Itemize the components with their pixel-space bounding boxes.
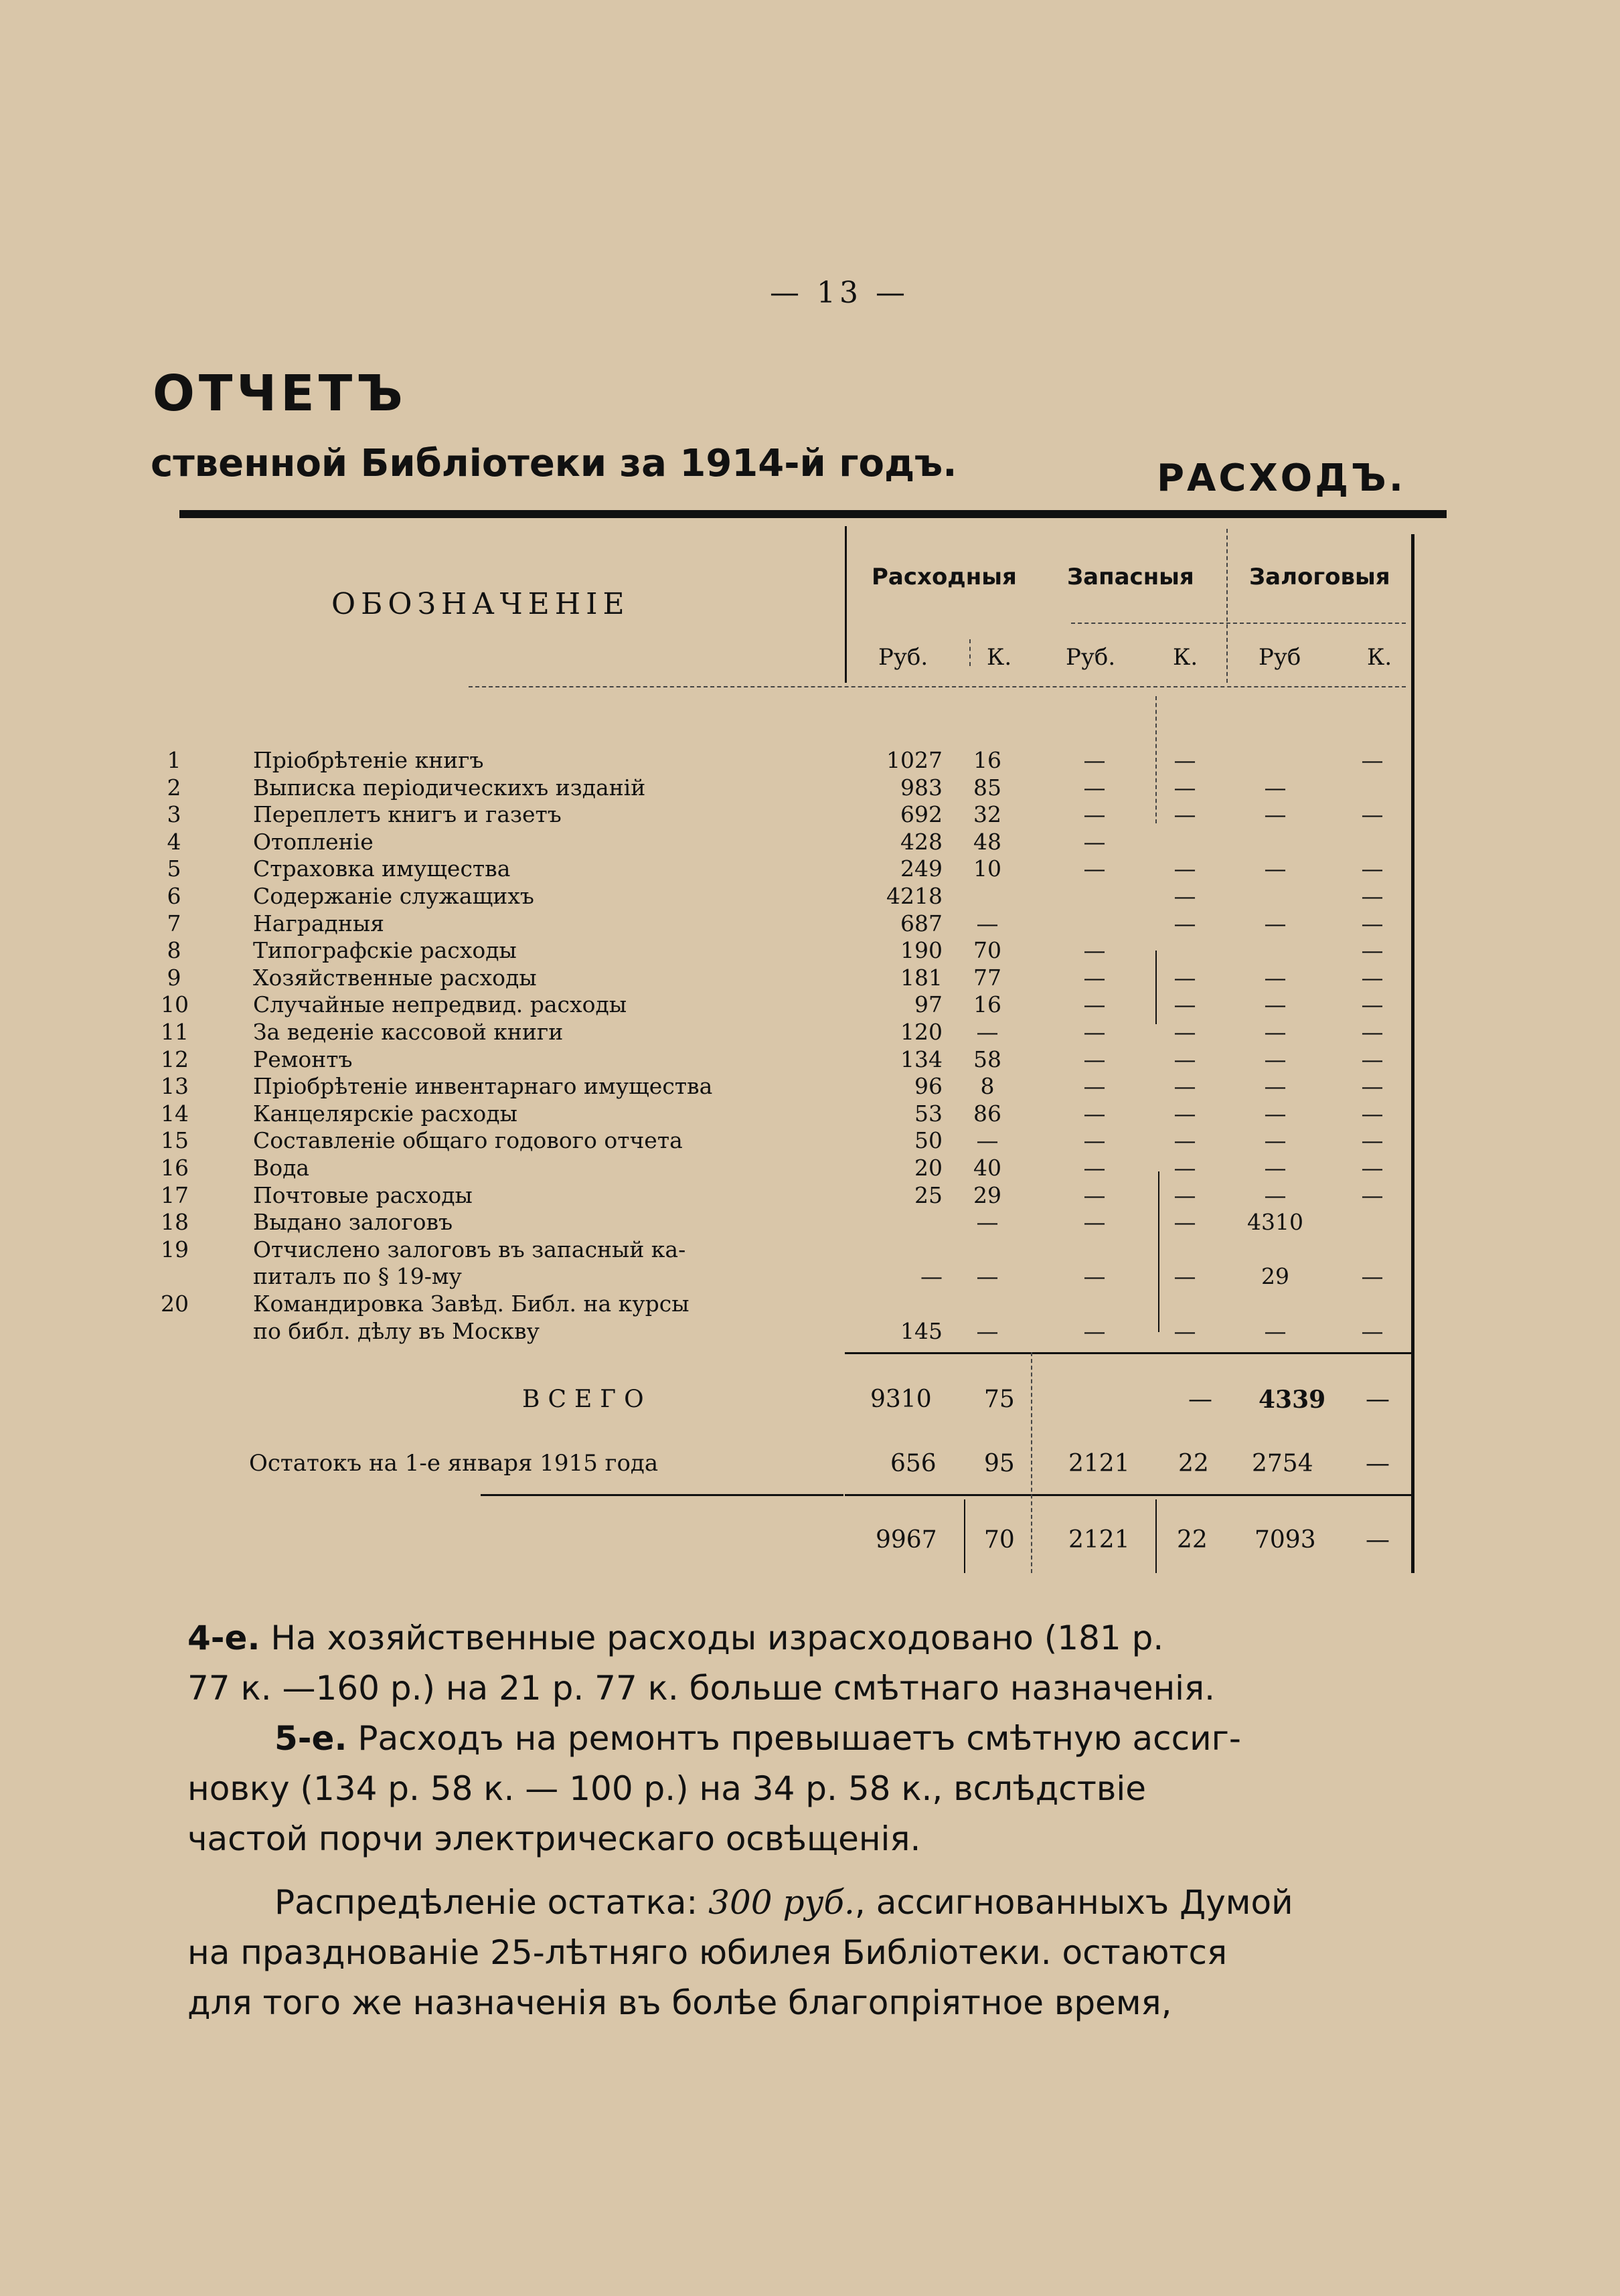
row-label: Канцелярскіе расходы: [253, 1101, 517, 1127]
row-number: 1: [167, 747, 181, 773]
row-label: Наградныя: [253, 911, 384, 936]
reserve-rubles: —: [1083, 747, 1106, 773]
deposit-kopecks: —: [1361, 1100, 1384, 1127]
reserve-rubles: —: [1083, 801, 1106, 827]
paragraph-5-line-3: частой порчи электрическаго освѣщенія.: [187, 1819, 921, 1858]
row-label: Командировка Завѣд. Библ. на курсы: [253, 1291, 690, 1317]
table-row: [0, 802, 1620, 827]
reserve-kopecks: —: [1173, 1127, 1196, 1153]
paragraph-4: [187, 1613, 1412, 1714]
reserve-kopecks: —: [1173, 1073, 1196, 1099]
deposit-kopecks: —: [1361, 883, 1384, 909]
paragraph-6-line-1a: Распредѣленіе остатка:: [274, 1883, 709, 1922]
row-number: 12: [161, 1046, 189, 1072]
deposit-rubles: —: [1264, 1155, 1287, 1181]
expense-kopecks: 40: [973, 1155, 1001, 1181]
remainder-rub-1: 656: [890, 1450, 937, 1477]
row-number: 11: [161, 1019, 189, 1045]
reserve-kopecks: —: [1173, 1046, 1196, 1072]
deposit-kopecks: —: [1361, 855, 1384, 882]
table-row: [0, 775, 1620, 801]
remainder-rub-2: 2121: [1068, 1450, 1130, 1477]
reserve-kopecks: —: [1173, 747, 1196, 773]
sub-header-rub-2: Руб.: [1066, 644, 1116, 671]
table-row: [0, 938, 1620, 963]
deposit-kopecks: —: [1361, 910, 1384, 936]
expense-kopecks: 10: [973, 855, 1001, 882]
row-label: Отчислено залоговъ въ запасный ка-: [253, 1237, 686, 1262]
deposit-rubles: —: [1264, 801, 1287, 827]
paragraph-6-amount: 300 руб.: [708, 1883, 855, 1922]
row-number: 17: [161, 1182, 189, 1208]
expense-kopecks: 29: [973, 1182, 1001, 1208]
deposit-kopecks: —: [1361, 1127, 1384, 1153]
expense-rubles: 96: [914, 1073, 943, 1099]
expense-kopecks: 32: [973, 801, 1001, 827]
row-number: 4: [167, 829, 181, 855]
table-row: [0, 1264, 1620, 1289]
expense-rubles: 181: [900, 965, 943, 991]
reserve-rubles: —: [1083, 1263, 1106, 1289]
deposit-rubles: 29: [1261, 1263, 1289, 1289]
table-row: [0, 1128, 1620, 1153]
expense-rubles: 428: [900, 829, 943, 855]
page-number: — 13 —: [770, 276, 909, 310]
row-label: Выписка періодическихъ изданій: [253, 775, 646, 801]
row-number: 16: [161, 1155, 189, 1181]
expense-kopecks: 16: [973, 991, 1001, 1017]
row-number: 18: [161, 1209, 189, 1235]
deposit-kopecks: —: [1361, 1019, 1384, 1045]
deposit-rubles: —: [1264, 1182, 1287, 1208]
grand-total-kop-3: —: [1366, 1526, 1390, 1554]
expense-kopecks: 16: [973, 747, 1001, 773]
deposit-rubles: —: [1264, 1100, 1287, 1127]
row-number: 15: [161, 1127, 189, 1153]
total-kop-2: —: [1188, 1386, 1212, 1413]
expense-rubles: 120: [900, 1019, 943, 1045]
expense-kopecks: —: [976, 1263, 999, 1289]
total-label: ВСЕГО: [522, 1386, 652, 1413]
row-label: Вода: [253, 1155, 310, 1181]
row-number: 9: [167, 965, 181, 991]
deposit-rubles: —: [1264, 1127, 1287, 1153]
reserve-rubles: —: [1083, 1155, 1106, 1181]
expense-rubles: 983: [900, 774, 943, 801]
table-row: [0, 1155, 1620, 1181]
row-number: 3: [167, 801, 181, 827]
deposit-kopecks: —: [1361, 1263, 1384, 1289]
reserve-rubles: —: [1083, 991, 1106, 1017]
row-label: Пріобрѣтеніе инвентарнаго имущества: [253, 1074, 713, 1099]
expense-rubles: 20: [914, 1155, 943, 1181]
expense-kopecks: —: [976, 1019, 999, 1045]
expense-kopecks: 86: [973, 1100, 1001, 1127]
grand-total-kop-1: 70: [984, 1526, 1015, 1554]
total-kop-1: 75: [984, 1386, 1015, 1413]
report-title: ОТЧЕТЪ: [153, 365, 407, 422]
expense-rubles: 25: [914, 1182, 943, 1208]
sub-header-kop-2: К.: [1173, 644, 1198, 671]
paragraph-6-line-3: для того же назначенія въ болѣе благопріятное время,: [187, 1983, 1172, 2022]
row-label: Почтовые расходы: [253, 1183, 473, 1208]
expense-kopecks: 58: [973, 1046, 1001, 1072]
reserve-kopecks: —: [1173, 1182, 1196, 1208]
paragraph-4-line-1: На хозяйственные расходы израсходовано (181 р.: [270, 1619, 1164, 1657]
group-header-reserve: Запасныя: [1067, 564, 1194, 590]
deposit-kopecks: —: [1361, 747, 1384, 773]
table-row: [0, 1319, 1620, 1344]
remainder-kop-3: —: [1366, 1450, 1390, 1477]
expense-rubles: 1027: [886, 747, 943, 773]
reserve-rubles: —: [1083, 1209, 1106, 1235]
grand-total-rub-2: 2121: [1068, 1526, 1130, 1554]
reserve-kopecks: —: [1173, 965, 1196, 991]
expense-rubles: 145: [900, 1318, 943, 1344]
table-row: [0, 1074, 1620, 1099]
deposit-rubles: —: [1264, 910, 1287, 936]
reserve-rubles: —: [1083, 1019, 1106, 1045]
deposit-kopecks: —: [1361, 1073, 1384, 1099]
deposit-rubles: —: [1264, 1073, 1287, 1099]
row-number: 13: [161, 1073, 189, 1099]
group-header-expense: Расходныя: [872, 564, 1017, 590]
deposit-rubles: —: [1264, 991, 1287, 1017]
reserve-kopecks: —: [1173, 1209, 1196, 1235]
deposit-rubles: —: [1264, 855, 1287, 882]
row-number: 6: [167, 883, 181, 909]
table-row: [0, 992, 1620, 1017]
deposit-kopecks: —: [1361, 1182, 1384, 1208]
expense-kopecks: —: [976, 910, 999, 936]
row-label: Ремонтъ: [253, 1047, 353, 1072]
reserve-rubles: —: [1083, 1046, 1106, 1072]
expense-rubles: 134: [900, 1046, 943, 1072]
paragraph-4-line-2: 77 к. —160 р.) на 21 р. 77 к. больше смѣтнаго назначенія.: [187, 1669, 1216, 1708]
row-label: Выдано залоговъ: [253, 1210, 453, 1235]
expense-rubles: 190: [900, 937, 943, 963]
table-row: [0, 1237, 1620, 1262]
paragraph-4-number: 4-е.: [187, 1619, 260, 1657]
expense-kopecks: 48: [973, 829, 1001, 855]
reserve-rubles: —: [1083, 1100, 1106, 1127]
reserve-kopecks: —: [1173, 1155, 1196, 1181]
reserve-rubles: —: [1083, 855, 1106, 882]
row-label: питалъ по § 19-му: [253, 1264, 462, 1289]
row-number: 14: [161, 1100, 189, 1127]
reserve-kopecks: —: [1173, 855, 1196, 882]
deposit-rubles: —: [1264, 1318, 1287, 1344]
sub-header-kop-1: К.: [987, 644, 1012, 671]
paragraph-6-line-2: на празднованіе 25-лѣтняго юбилея Библіотеки. остаются: [187, 1933, 1228, 1972]
sub-header-rub-3: Руб: [1259, 644, 1301, 671]
expense-kopecks: 70: [973, 937, 1001, 963]
reserve-kopecks: —: [1173, 910, 1196, 936]
row-label: Отопленіе: [253, 829, 374, 855]
expense-rubles: —: [920, 1263, 943, 1289]
expense-rubles: 4218: [886, 883, 943, 909]
remainder-rub-3: 2754: [1252, 1450, 1313, 1477]
paragraph-6: [187, 1878, 1412, 2028]
expense-kopecks: —: [976, 1318, 999, 1344]
grand-total-rub-3: 7093: [1254, 1526, 1316, 1554]
row-label: Пріобрѣтеніе книгъ: [253, 748, 484, 773]
expense-kopecks: —: [976, 1127, 999, 1153]
row-label: Типографскіе расходы: [253, 938, 517, 963]
row-number: 19: [161, 1236, 189, 1262]
table-row: [0, 911, 1620, 936]
report-subtitle: ственной Библіотеки за 1914-й годъ.: [151, 442, 957, 485]
reserve-rubles: —: [1083, 1318, 1106, 1344]
reserve-rubles: —: [1083, 774, 1106, 801]
expense-kopecks: —: [976, 1209, 999, 1235]
expense-rubles: 692: [900, 801, 943, 827]
total-rub-3: 4339: [1259, 1386, 1326, 1414]
deposit-rubles: —: [1264, 1019, 1287, 1045]
paragraph-6-line-1b: , ассигнованныхъ Думой: [854, 1883, 1293, 1922]
deposit-kopecks: —: [1361, 1046, 1384, 1072]
header-rule: [179, 510, 1447, 518]
sub-header-rub-1: Руб.: [878, 644, 928, 671]
deposit-kopecks: —: [1361, 991, 1384, 1017]
paragraph-5-number: 5-е.: [274, 1719, 347, 1758]
deposit-kopecks: —: [1361, 1318, 1384, 1344]
group-header-deposit: Залоговыя: [1249, 564, 1390, 590]
deposit-rubles: —: [1264, 774, 1287, 801]
sub-header-kop-3: К.: [1367, 644, 1392, 671]
reserve-rubles: —: [1083, 937, 1106, 963]
paragraph-5: [187, 1714, 1412, 1864]
row-label: Случайные непредвид. расходы: [253, 992, 627, 1017]
paragraph-5-line-2: новку (134 р. 58 к. — 100 р.) на 34 р. 58 к., вслѣдствіе: [187, 1769, 1147, 1808]
designation-header: ОБОЗНАЧЕНІЕ: [331, 587, 630, 621]
remainder-kop-1: 95: [984, 1450, 1015, 1477]
remainder-kop-2: 22: [1178, 1450, 1209, 1477]
reserve-kopecks: —: [1173, 1263, 1196, 1289]
expense-rubles: 249: [900, 855, 943, 882]
deposit-rubles: 4310: [1247, 1209, 1303, 1235]
remainder-label: Остатокъ на 1-е января 1915 года: [249, 1450, 659, 1477]
total-kop-3: —: [1366, 1386, 1390, 1413]
reserve-kopecks: —: [1173, 1318, 1196, 1344]
reserve-rubles: —: [1083, 1073, 1106, 1099]
deposit-rubles: —: [1264, 1046, 1287, 1072]
deposit-kopecks: —: [1361, 1155, 1384, 1181]
expense-rubles: 53: [914, 1100, 943, 1127]
reserve-rubles: —: [1083, 1127, 1106, 1153]
expense-kopecks: 8: [980, 1073, 995, 1099]
reserve-kopecks: —: [1173, 1100, 1196, 1127]
table-row: [0, 965, 1620, 991]
table-row: [0, 1291, 1620, 1317]
expense-rubles: 687: [900, 910, 943, 936]
deposit-kopecks: —: [1361, 801, 1384, 827]
row-number: 2: [167, 774, 181, 801]
row-label: Хозяйственные расходы: [253, 965, 537, 991]
row-number: 5: [167, 855, 181, 882]
row-label: Содержаніе служащихъ: [253, 884, 534, 909]
reserve-kopecks: —: [1173, 991, 1196, 1017]
table-row: [0, 829, 1620, 855]
reserve-rubles: —: [1083, 965, 1106, 991]
table-row: [0, 748, 1620, 773]
expense-kopecks: 77: [973, 965, 1001, 991]
expense-kopecks: 85: [973, 774, 1001, 801]
total-rub-1: 9310: [870, 1386, 932, 1413]
expense-rubles: 50: [914, 1127, 943, 1153]
grand-total-rub-1: 9967: [876, 1526, 937, 1554]
row-number: 8: [167, 937, 181, 963]
deposit-rubles: —: [1264, 965, 1287, 991]
row-label: За веденіе кассовой книги: [253, 1019, 564, 1045]
reserve-kopecks: —: [1173, 883, 1196, 909]
reserve-kopecks: —: [1173, 1019, 1196, 1045]
row-number: 10: [161, 991, 189, 1017]
reserve-rubles: —: [1083, 1182, 1106, 1208]
table-row: [0, 1019, 1620, 1045]
table-row: [0, 1101, 1620, 1127]
table-row: [0, 884, 1620, 909]
reserve-rubles: —: [1083, 829, 1106, 855]
row-number: 7: [167, 910, 181, 936]
row-number: 20: [161, 1291, 189, 1317]
paragraph-5-line-1: Расходъ на ремонтъ превышаетъ смѣтную ассиг-: [357, 1719, 1241, 1758]
table-row: [0, 856, 1620, 882]
row-label: по библ. дѣлу въ Москву: [253, 1319, 540, 1344]
table-row: [0, 1210, 1620, 1235]
table-row: [0, 1183, 1620, 1208]
expense-rubles: 97: [914, 991, 943, 1017]
row-label: Страховка имущества: [253, 856, 511, 882]
deposit-kopecks: —: [1361, 937, 1384, 963]
section-title: РАСХОДЪ.: [1157, 457, 1406, 500]
deposit-kopecks: —: [1361, 965, 1384, 991]
grand-total-kop-2: 22: [1177, 1526, 1208, 1554]
table-row: [0, 1047, 1620, 1072]
row-label: Переплетъ книгъ и газетъ: [253, 802, 562, 827]
reserve-kopecks: —: [1173, 774, 1196, 801]
reserve-kopecks: —: [1173, 801, 1196, 827]
row-label: Составленіе общаго годового отчета: [253, 1128, 683, 1153]
